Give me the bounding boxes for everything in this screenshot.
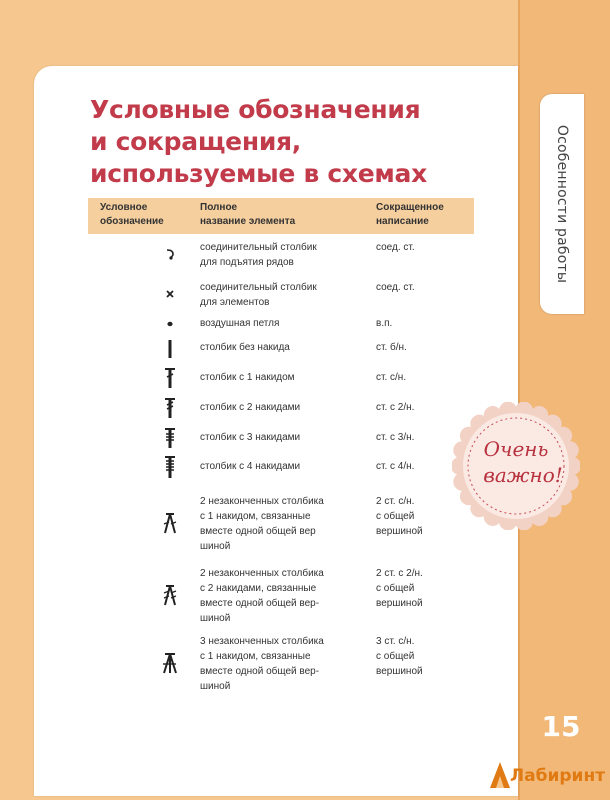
single-crochet-icon [160, 338, 180, 360]
row-name: столбик с 3 накидами [200, 432, 301, 443]
header-symbol: Условное обозначение [100, 202, 164, 227]
row-abbr: ст. с/н. [376, 372, 407, 383]
row-name: столбик без накида [200, 342, 290, 353]
row-name: столбик с 1 накидом [200, 372, 295, 383]
tr2tog-icon [160, 584, 180, 606]
row-abbr: 2 ст. с 2/н. с общей вершиной [376, 568, 423, 609]
watermark-text: Лабиринт [510, 766, 606, 786]
badge-line-2: важно! [483, 463, 563, 487]
labirint-logo-icon [488, 760, 512, 790]
page-title [90, 94, 500, 190]
row-abbr: ст. с 2/н. [376, 402, 415, 413]
row-name: соединительный столбик для подъятия рядов [200, 242, 317, 268]
section-tab-label: Особенности работы [554, 124, 570, 284]
double-treble-crochet-icon [160, 427, 180, 449]
row-name: столбик с 2 накидами [200, 402, 301, 413]
badge-text [452, 436, 580, 488]
title-line-2: и сокращения, [90, 127, 301, 156]
row-abbr: ст. с 4/н. [376, 461, 415, 472]
row-name: столбик с 4 накидами [200, 461, 301, 472]
important-badge [452, 402, 580, 530]
row-abbr: 2 ст. с/н. с общей вершиной [376, 496, 423, 537]
row-name: соединительный столбик для элементов [200, 282, 317, 308]
title-line-3: используемые в схемах [90, 159, 427, 188]
row-abbr: ст. б/н. [376, 342, 407, 353]
row-name: 2 незаконченных столбика с 2 накидами, связанные вместе одной общей вер- шиной [200, 568, 324, 624]
row-abbr: в.п. [376, 318, 393, 329]
row-name: воздушная петля [200, 318, 280, 329]
table-header [88, 198, 474, 234]
dc2tog-icon [160, 512, 180, 534]
section-tab [540, 94, 584, 314]
chain-stitch-icon [160, 313, 180, 335]
slip-stitch-element-join-icon [160, 283, 180, 305]
row-name: 2 незаконченных столбика с 1 накидом, связанные вместе одной общей вер шиной [200, 496, 324, 552]
strip-divider [518, 0, 520, 800]
row-abbr: 3 ст. с/н. с общей вершиной [376, 636, 423, 677]
treble-crochet-icon [160, 397, 180, 419]
row-abbr: соед. ст. [376, 242, 415, 253]
triple-treble-crochet-icon [160, 456, 180, 478]
header-abbr: Сокращенное написание [376, 202, 444, 227]
double-crochet-icon [160, 367, 180, 389]
dc3tog-icon [160, 652, 180, 674]
row-name: 3 незаконченных столбика с 1 накидом, связанные вместе одной общей вер- шиной [200, 636, 324, 692]
page-number: 15 [541, 710, 581, 743]
badge-line-1: Очень [483, 437, 549, 461]
title-line-1: Условные обозначения [90, 95, 421, 124]
row-abbr: ст. с 3/н. [376, 432, 415, 443]
slip-stitch-row-join-icon [160, 244, 180, 266]
labirint-watermark [488, 758, 606, 792]
header-name: Полное название элемента [200, 202, 296, 227]
row-abbr: соед. ст. [376, 282, 415, 293]
